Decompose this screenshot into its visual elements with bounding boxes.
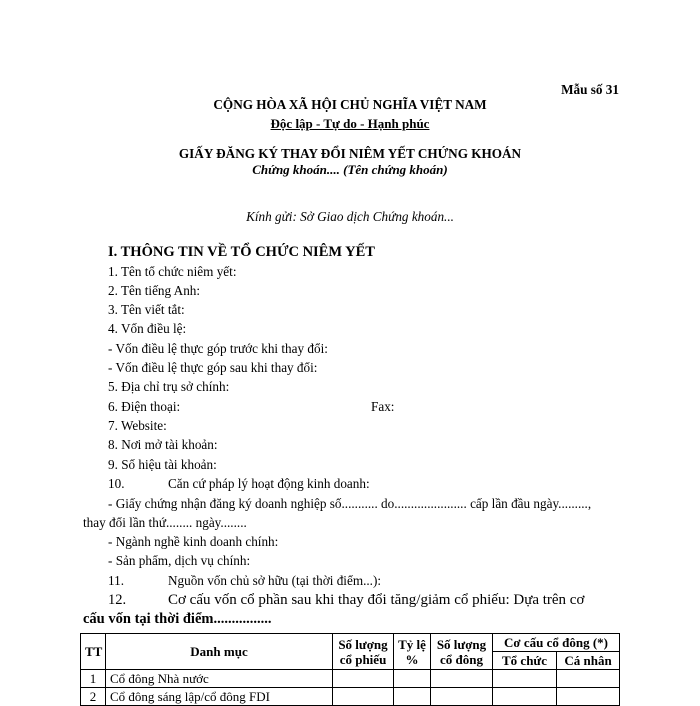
line-11: Nguồn vốn chủ sở hữu (tại thời điểm...):: [168, 573, 382, 588]
table-row: [81, 670, 620, 688]
table-header-row: [81, 634, 620, 652]
table-row: [81, 688, 620, 706]
document-subtitle: Chứng khoán.... (Tên chứng khoán): [252, 162, 448, 177]
section-heading: I. THÔNG TIN VỀ TỔ CHỨC NIÊM YẾT: [108, 244, 375, 260]
line-5: 5. Địa chỉ trụ sở chính:: [108, 379, 230, 394]
header-individual: Cá nhân: [557, 652, 620, 670]
row-category: Cổ đông Nhà nước: [106, 670, 333, 688]
form-number: Mẫu số 31: [561, 82, 619, 97]
row-tt: 1: [81, 670, 106, 688]
line-10b: - Ngành nghề kinh doanh chính:: [108, 534, 279, 549]
recipient: Kính gửi: Sở Giao dịch Chứng khoán...: [246, 209, 454, 224]
header-ratio: Tỷ lệ %: [394, 634, 431, 670]
line-6: 6. Điện thoại:: [108, 399, 181, 414]
row-category: Cổ đông sáng lập/cổ đông FDI: [106, 688, 333, 706]
line-10: Căn cứ pháp lý hoạt động kinh doanh:: [168, 476, 370, 491]
line-10a-cont: thay đổi lần thứ........ ngày........: [83, 515, 247, 530]
line-2: 2. Tên tiếng Anh:: [108, 283, 201, 298]
row-tt: 2: [81, 688, 106, 706]
line-7: 7. Website:: [108, 418, 167, 433]
line-1: 1. Tên tổ chức niêm yết:: [108, 264, 237, 279]
header-org: Tổ chức: [493, 652, 557, 670]
line-3: 3. Tên viết tắt:: [108, 302, 185, 317]
header-tt: TT: [81, 634, 106, 670]
line-10-number: 10.: [108, 476, 125, 491]
line-9: 9. Số hiệu tài khoản:: [108, 457, 217, 472]
line-10c: - Sản phẩm, dịch vụ chính:: [108, 553, 251, 568]
header-shares: Số lượng cổ phiếu: [333, 634, 394, 670]
line-4: 4. Vốn điều lệ:: [108, 321, 187, 336]
line-12-number: 12.: [108, 592, 127, 608]
header-shareholders: Số lượng cổ đông: [431, 634, 493, 670]
document-title: GIẤY ĐĂNG KÝ THAY ĐỔI NIÊM YẾT CHỨNG KHOÁN: [178, 146, 522, 161]
header-structure: Cơ cấu cổ đông (*): [493, 634, 620, 652]
line-8: 8. Nơi mở tài khoản:: [108, 437, 218, 452]
line-4b: - Vốn điều lệ thực góp sau khi thay đổi:: [108, 360, 318, 375]
country-header: CỘNG HÒA XÃ HỘI CHỦ NGHĨA VIỆT NAM: [213, 97, 487, 112]
line-11-number: 11.: [108, 573, 124, 588]
line-12: Cơ cấu vốn cổ phần sau khi thay đổi tăng/giảm cổ phiếu: Dựa trên cơ: [168, 592, 585, 608]
line-10a: - Giấy chứng nhận đăng ký doanh nghiệp số........... do...................... cấp lần đầu ngày.........,: [108, 496, 592, 511]
line-4a: - Vốn điều lệ thực góp trước khi thay đổi:: [108, 341, 328, 356]
line-6-fax: Fax:: [371, 399, 395, 414]
motto: [0, 116, 700, 132]
share-structure-table: [80, 633, 620, 706]
header-category: Danh mục: [106, 634, 333, 670]
motto-text: Độc lập - Tự do - Hạnh phúc: [270, 116, 430, 131]
line-12-cont: cấu vốn tại thời điểm................: [83, 611, 272, 627]
